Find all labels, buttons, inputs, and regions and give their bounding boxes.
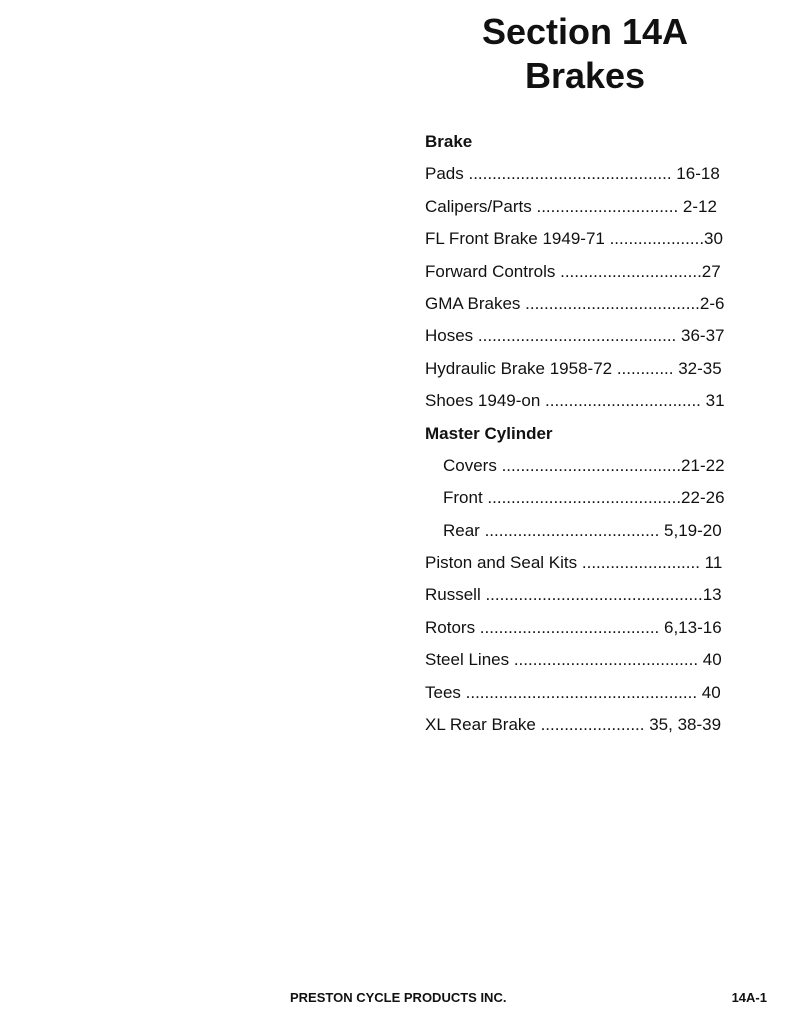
section-title <box>420 10 750 98</box>
toc-entry: Steel Lines ....................................... 40 <box>425 650 722 670</box>
toc-entry: Tees ................................................. 40 <box>425 682 721 702</box>
toc-entry: Forward Controls ..............................27 <box>425 261 721 281</box>
toc-sub-entry: Front .........................................22-26 <box>443 488 725 508</box>
toc-sub-entry: Rear ..................................... 5,19-20 <box>443 520 722 540</box>
table-of-contents <box>425 126 755 741</box>
toc-entry: Rotors ...................................... 6,13-16 <box>425 617 722 637</box>
toc-sub-entry: Covers ......................................21-22 <box>443 455 725 475</box>
footer-company: PRESTON CYCLE PRODUCTS INC. <box>290 990 507 1005</box>
toc-entry: Piston and Seal Kits ......................... 11 <box>425 553 723 573</box>
toc-entry: Russell ..............................................13 <box>425 585 722 605</box>
toc-entry: Hydraulic Brake 1958-72 ............ 32-35 <box>425 358 722 378</box>
toc-heading-master-cylinder: Master Cylinder <box>425 423 553 443</box>
toc-entry: Hoses .......................................... 36-37 <box>425 326 725 346</box>
toc-heading-brake: Brake <box>425 132 473 151</box>
section-subtitle-line: Brakes <box>524 55 646 96</box>
page-number: 14A-1 <box>731 990 767 1005</box>
toc-entry: FL Front Brake 1949-71 ....................30 <box>425 229 723 249</box>
toc-entry: Calipers/Parts .............................. 2-12 <box>425 196 717 216</box>
section-title-line: Section 14A <box>481 11 689 52</box>
toc-entry: Pads ........................................... 16-18 <box>425 164 720 184</box>
toc-entry: XL Rear Brake ...................... 35, 38-39 <box>425 715 722 735</box>
toc-entry: Shoes 1949-on ................................. 31 <box>425 391 725 411</box>
toc-entry: GMA Brakes .....................................2-6 <box>425 293 725 313</box>
